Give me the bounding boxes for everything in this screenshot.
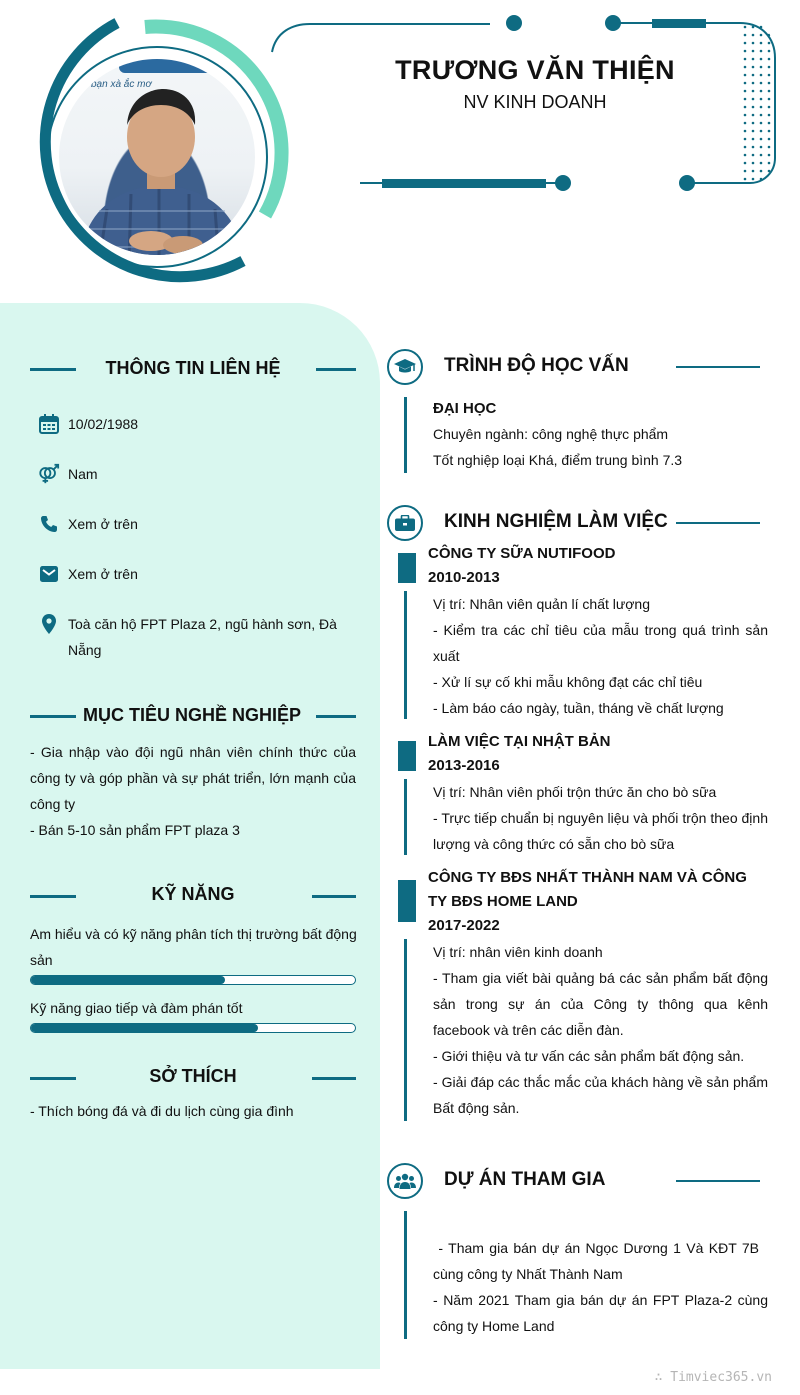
job-timeline-3 [404,939,407,1121]
job-position-2: Vị trí: Nhân viên phối trộn thức ăn cho bò sữa [433,784,717,800]
section-rule [312,1077,356,1080]
section-rule [30,895,76,898]
job-duty-1-2: - Xử lí sự cố khi mẫu không đạt các chỉ tiêu [433,674,703,690]
job-duty-1-3: - Làm báo cáo ngày, tuần, tháng về chất lượng [433,700,724,716]
calendar-icon [38,411,60,437]
objective-section-title: MỤC TIÊU NGHỀ NGHIỆP [82,705,301,725]
job-period-1: 2010-2013 [428,569,500,586]
email-text: Xem ở trên [68,566,138,582]
education-major: Chuyên ngành: công nghệ thực phẩm [433,426,669,442]
skill-fill-1 [31,976,225,984]
candidate-name: TRƯƠNG VĂN THIỆN [395,55,675,85]
objective-text-2: - Bán 5-10 sản phẩm FPT plaza 3 [30,822,240,838]
contact-phone [38,511,358,537]
address-text: Toà căn hộ FPT Plaza 2, ngũ hành sơn, Đà Nẵng [68,616,337,658]
group-icon [394,1173,416,1189]
avatar [17,17,297,297]
section-rule [30,368,76,371]
job-marker [398,741,416,771]
job-duty-1-1: - Kiểm tra các chỉ tiêu của mẫu trong quá trình sản xuất [433,622,768,664]
birthday-text: 10/02/1988 [68,416,139,432]
projects-section-title: DỰ ÁN THAM GIA [444,1169,606,1190]
job-company-2: LÀM VIỆC TẠI NHẬT BẢN [428,733,611,750]
job-period-2: 2013-2016 [428,757,500,774]
phone-text: Xem ở trên [68,516,138,532]
job-duty-3-2: - Giới thiệu và tư vấn các sản phẩm bất động sản. [433,1048,745,1064]
job-marker [398,553,416,583]
candidate-role: NV KINH DOANH [463,92,607,112]
job-company-3: CÔNG TY BĐS NHẤT THÀNH NAM VÀ CÔNG TY BĐS HOME LAND [428,869,747,910]
objective-text-1: - Gia nhập vào đội ngũ nhân viên chính thức của công ty và góp phần và sự phát triển, lớn mạnh của công ty [30,744,356,812]
location-icon [38,611,60,637]
job-marker [398,880,416,922]
skills-section-title: KỸ NĂNG [151,884,235,904]
job-duty-3-3: - Giải đáp các thắc mắc của khách hàng về sản phẩm Bất động sản. [433,1074,768,1116]
contact-birthday [38,411,358,437]
contact-section-title: THÔNG TIN LIÊN HỆ [105,358,281,378]
section-rule [676,1180,760,1182]
section-rule [676,366,760,368]
education-degree: ĐẠI HỌC [433,400,497,417]
projects-badge [387,1163,423,1199]
section-rule [30,715,76,718]
job-position-1: Vị trí: Nhân viên quản lí chất lượng [433,596,650,612]
skill-bar-2 [30,1023,356,1033]
project-item-2: - Năm 2021 Tham gia bán dự án FPT Plaza-2 cùng công ty Home Land [433,1292,768,1334]
skill-name-2: Kỹ năng giao tiếp và đàm phán tốt [30,1000,243,1016]
email-icon [38,561,60,587]
education-result: Tốt nghiệp loại Khá, điểm trung bình 7.3 [433,452,683,468]
project-item-1: - Tham gia bán dự án Ngọc Dương 1 Và KĐT 7B cùng công ty Nhất Thành Nam [433,1240,763,1282]
gender-text: Nam [68,466,98,482]
phone-icon [38,511,60,537]
job-company-1: CÔNG TY SỮA NUTIFOOD [428,545,616,562]
briefcase-icon [395,515,415,531]
section-rule [316,715,356,718]
experience-badge [387,505,423,541]
experience-section-title: KINH NGHIỆM LÀM VIỆC [444,511,668,532]
section-rule [312,895,356,898]
skill-fill-2 [31,1024,258,1032]
education-section-title: TRÌNH ĐỘ HỌC VẤN [444,355,629,376]
hobbies-text: - Thích bóng đá và đi du lịch cùng gia đình [30,1103,294,1119]
graduation-cap-icon [394,359,416,375]
section-rule [316,368,356,371]
section-rule [676,522,760,524]
education-timeline [404,397,407,473]
section-rule [30,1077,76,1080]
job-duty-2-1: - Trực tiếp chuẩn bị nguyên liệu và phối trộn theo định lượng và công thức có sẵn cho bò sữa [433,810,768,852]
job-period-3: 2017-2022 [428,917,500,934]
job-position-3: Vị trí: nhân viên kinh doanh [433,944,603,960]
watermark: ∴ Timviec365.vn [654,1370,772,1385]
projects-timeline [404,1211,407,1339]
contact-email [38,561,358,587]
contact-address [38,611,358,663]
skill-name-1: Am hiểu và có kỹ năng phân tích thị trường bất động sản [30,926,357,968]
job-timeline-1 [404,591,407,719]
contact-gender [38,461,358,487]
hobbies-section-title: SỞ THÍCH [149,1066,237,1086]
dot-pattern [742,24,776,184]
profile-photo: bạn xà ắc mơ [55,55,259,259]
job-duty-3-1: - Tham gia viết bài quảng bá các sản phẩm bất động sản trong sự án của Công ty thông qua kênh facebook và trên các diễn đàn. [433,970,768,1038]
job-timeline-2 [404,779,407,855]
gender-icon [38,461,60,487]
education-badge [387,349,423,385]
skill-bar-1 [30,975,356,985]
